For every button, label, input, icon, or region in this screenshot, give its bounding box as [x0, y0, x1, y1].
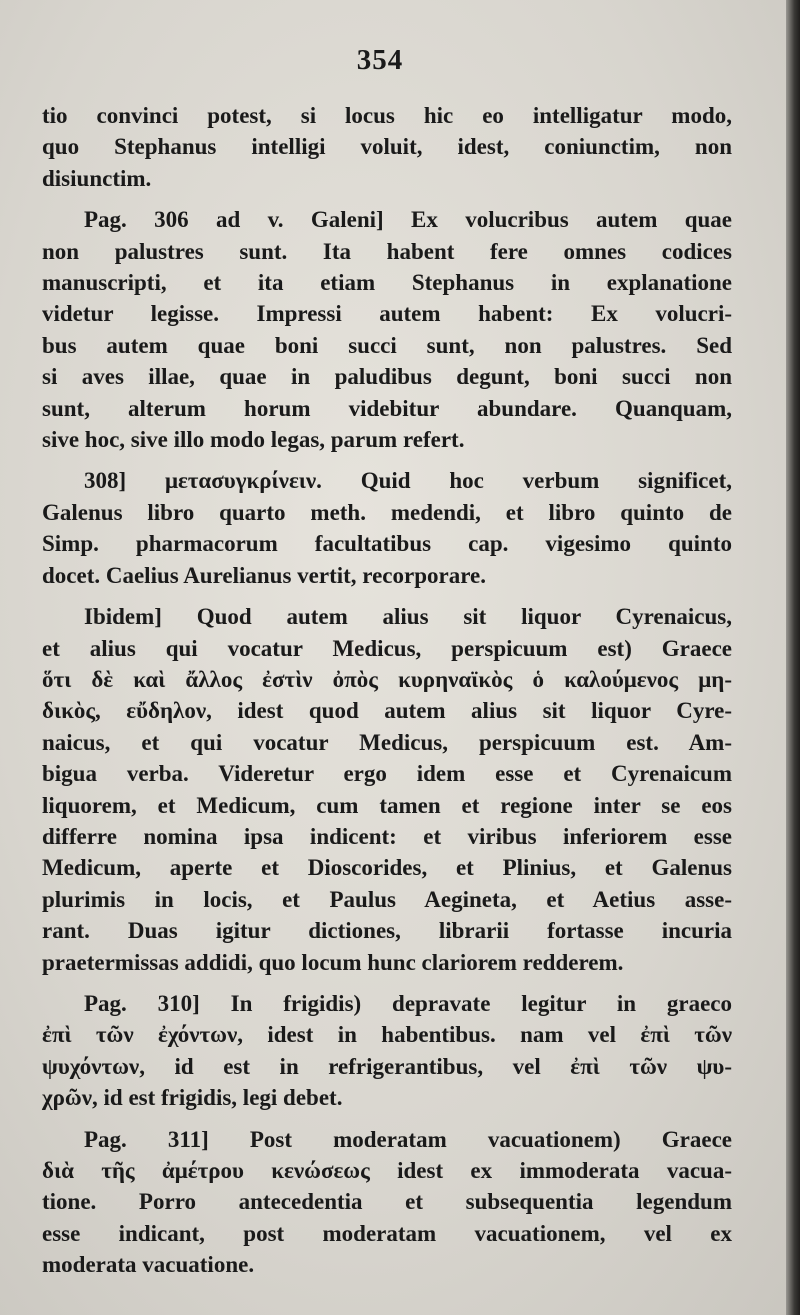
text-line: ὅτι δὲ καὶ ἄλλος ἐστὶν ὀπὸς κυρηναϊκὸς ὁ καλούμενος μη- — [42, 666, 732, 692]
text-line: liquorem, et Medicum, cum tamen et regione inter se eos — [42, 792, 732, 818]
paragraph — [42, 1124, 732, 1281]
paragraph — [42, 988, 732, 1114]
page-number: 354 — [356, 44, 404, 76]
text-line: disiunctim. — [42, 165, 152, 191]
text-line: bigua verba. Videretur ergo idem esse et Cyrenaicum — [42, 761, 732, 787]
text-line: non palustres sunt. Ita habent fere omnes codices — [42, 238, 732, 264]
text-line: δικὸς, εὔδηλον, idest quod autem alius sit liquor Cyre- — [42, 698, 732, 724]
paragraph — [42, 100, 732, 194]
text-line: Pag. 310] In frigidis) depravate legitur in graeco — [84, 990, 732, 1016]
text-line: tione. Porro antecedentia et subsequentia legendum — [42, 1189, 732, 1215]
text-line: bus autem quae boni succi sunt, non palustres. Sed — [42, 332, 732, 358]
text-line: praetermissas addidi, quo locum hunc clariorem redderem. — [42, 949, 624, 975]
text-line: Galenus libro quarto meth. medendi, et libro quinto de — [42, 499, 732, 525]
text-line: ψυχόντων, id est in refrigerantibus, vel ἐπὶ τῶν ψυ- — [42, 1053, 732, 1079]
text-line: Simp. pharmacorum facultatibus cap. vigesimo quinto — [42, 531, 732, 557]
text-line: differre nomina ipsa indicent: et viribus inferiorem esse — [42, 823, 732, 849]
text-line: Pag. 306 ad v. Galeni] Ex volucribus autem quae — [84, 207, 732, 233]
text-line: quo Stephanus intelligi voluit, idest, coniunctim, non — [42, 134, 732, 160]
text-line: moderata vacuatione. — [42, 1252, 255, 1278]
text-line: esse indicant, post moderatam vacuationem, vel ex — [42, 1220, 732, 1246]
paragraph — [42, 204, 732, 455]
text-line: videtur legisse. Impressi autem habent: Ex volucri- — [42, 301, 732, 327]
text-line: Pag. 311] Post moderatam vacuationem) Graece — [84, 1126, 732, 1152]
text-line: naicus, et qui vocatur Medicus, perspicuum est. Am- — [42, 729, 732, 755]
text-line: et alius qui vocatur Medicus, perspicuum est) Graece — [42, 635, 732, 661]
text-line: χρῶν, id est frigidis, legi debet. — [42, 1085, 343, 1111]
text-line: διὰ τῆς ἀμέτρου κενώσεως idest ex immoderata vacua- — [42, 1158, 732, 1183]
text-line: tio convinci potest, si locus hic eo intelligatur modo, — [42, 103, 732, 128]
text-line: 308] μετασυγκρίνειν. Quid hoc verbum significet, — [84, 468, 732, 494]
paragraph — [42, 465, 732, 591]
text-line: rant. Duas igitur dictiones, librarii fortasse incuria — [42, 918, 732, 944]
text-line: docet. Caelius Aurelianus vertit, recorporare. — [42, 562, 486, 588]
page-edge-shadow — [786, 0, 800, 1315]
text-line: sunt, alterum horum videbitur abundare. Quanquam, — [42, 395, 732, 421]
paragraph — [42, 601, 732, 978]
text-line: Medicum, aperte et Dioscorides, et Plinius, et Galenus — [42, 855, 732, 881]
text-line: ἐπὶ τῶν ἐχόντων, idest in habentibus. nam vel ἐπὶ τῶν — [42, 1022, 732, 1048]
text-body — [42, 100, 732, 1291]
text-line: Ibidem] Quod autem alius sit liquor Cyrenaicus, — [84, 604, 732, 630]
text-line: si aves illae, quae in paludibus degunt, boni succi non — [42, 364, 732, 390]
text-line: manuscripti, et ita etiam Stephanus in explanatione — [42, 270, 732, 296]
text-line: plurimis in locis, et Paulus Aegineta, et Aetius asse- — [42, 886, 732, 912]
text-line: sive hoc, sive illo modo legas, parum refert. — [42, 427, 465, 453]
